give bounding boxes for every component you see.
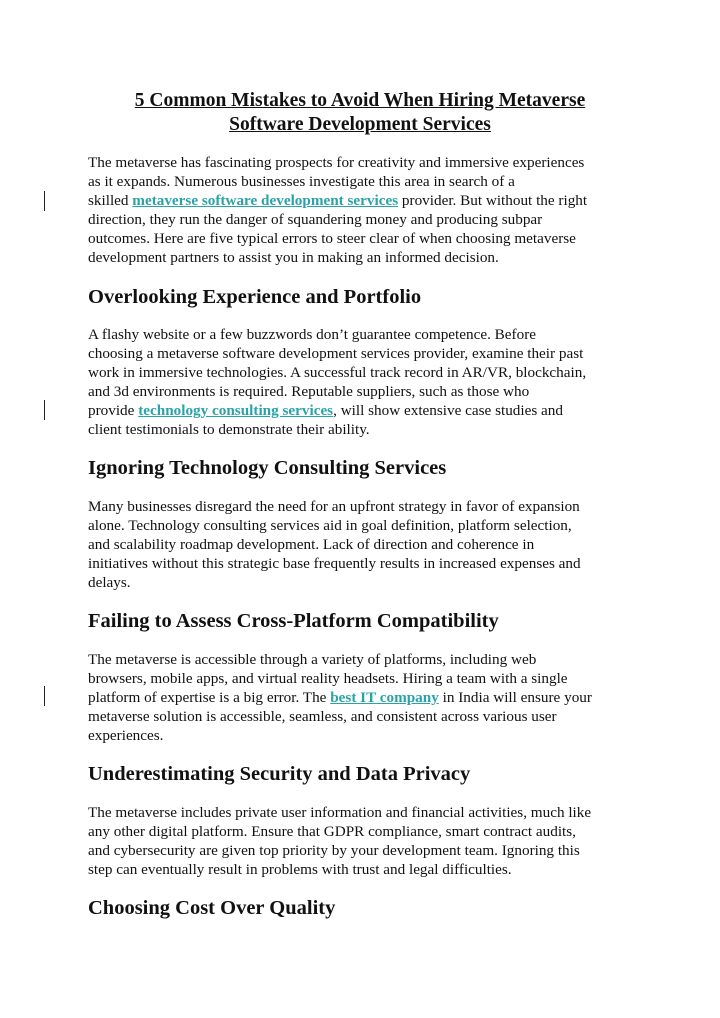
text-line [88, 688, 648, 707]
text-line: initiatives without this strategic base frequently results in increased expenses and [88, 555, 581, 572]
section-paragraph-compatibility [88, 650, 648, 745]
text-line: as it expands. Numerous businesses investigate this area in search of a [88, 173, 515, 190]
link-metaverse-software-development-services[interactable]: metaverse software development services [132, 192, 399, 209]
text-fragment: platform of expertise is a big error. The [88, 689, 331, 706]
text-line [88, 401, 648, 420]
text-line: Many businesses disregard the need for an upfront strategy in favor of expansion [88, 498, 580, 515]
text-line: delays. [88, 574, 131, 591]
title-line-2: Software Development Services [229, 114, 491, 135]
section-paragraph-experience [88, 325, 648, 439]
text-fragment: in India will ensure your [438, 689, 592, 706]
title-line-1: 5 Common Mistakes to Avoid When Hiring Metaverse [134, 90, 586, 111]
change-bar [44, 191, 45, 211]
link-best-it-company[interactable]: best IT company [330, 689, 439, 706]
text-line: any other digital platform. Ensure that GDPR compliance, smart contract audits, [88, 823, 576, 840]
text-line: development partners to assist you in making an informed decision. [88, 249, 499, 266]
text-line: choosing a metaverse software development services provider, examine their past [88, 345, 584, 362]
text-line: and 3d environments is required. Reputable suppliers, such as those who [88, 383, 530, 400]
text-fragment: skilled [88, 192, 133, 209]
page-title [87, 89, 633, 137]
text-line: and cybersecurity are given top priority by your development team. Ignoring this [88, 842, 580, 859]
link-technology-consulting-services[interactable]: technology consulting services [138, 402, 334, 419]
text-line: browsers, mobile apps, and virtual reality headsets. Hiring a team with a single [88, 670, 568, 687]
text-line: The metaverse is accessible through a variety of platforms, including web [88, 651, 537, 668]
text-line: The metaverse includes private user information and financial activities, much like [88, 804, 592, 821]
section-heading-experience: Overlooking Experience and Portfolio [88, 286, 422, 308]
section-heading-consulting: Ignoring Technology Consulting Services [88, 457, 447, 479]
text-line: work in immersive technologies. A successful track record in AR/VR, blockchain, [88, 364, 587, 381]
text-fragment: provider. But without the right [398, 192, 588, 209]
change-bar [44, 686, 45, 706]
text-line: and scalability roadmap development. Lack of direction and coherence in [88, 536, 535, 553]
section-paragraph-consulting [88, 497, 648, 592]
section-heading-compatibility: Failing to Assess Cross-Platform Compatibility [88, 610, 499, 632]
text-line: The metaverse has fascinating prospects for creativity and immersive experiences [88, 154, 585, 171]
intro-paragraph [88, 153, 648, 267]
text-line: step can eventually result in problems with trust and legal difficulties. [88, 861, 512, 878]
text-line: A flashy website or a few buzzwords don’t guarantee competence. Before [88, 326, 537, 343]
text-line: alone. Technology consulting services aid in goal definition, platform selection, [88, 517, 572, 534]
section-heading-cost-quality: Choosing Cost Over Quality [88, 897, 336, 919]
text-line [88, 191, 648, 210]
text-line: metaverse solution is accessible, seamless, and consistent across various user [88, 708, 557, 725]
text-line: experiences. [88, 727, 164, 744]
change-bar [44, 400, 45, 420]
text-fragment: provide [88, 402, 139, 419]
section-heading-security: Underestimating Security and Data Privacy [88, 763, 471, 785]
text-line: direction, they run the danger of squandering money and producing subpar [88, 211, 543, 228]
section-paragraph-security [88, 803, 648, 879]
text-line: outcomes. Here are five typical errors to steer clear of when choosing metaverse [88, 230, 576, 247]
text-line: client testimonials to demonstrate their ability. [88, 421, 370, 438]
text-fragment: , will show extensive case studies and [333, 402, 563, 419]
